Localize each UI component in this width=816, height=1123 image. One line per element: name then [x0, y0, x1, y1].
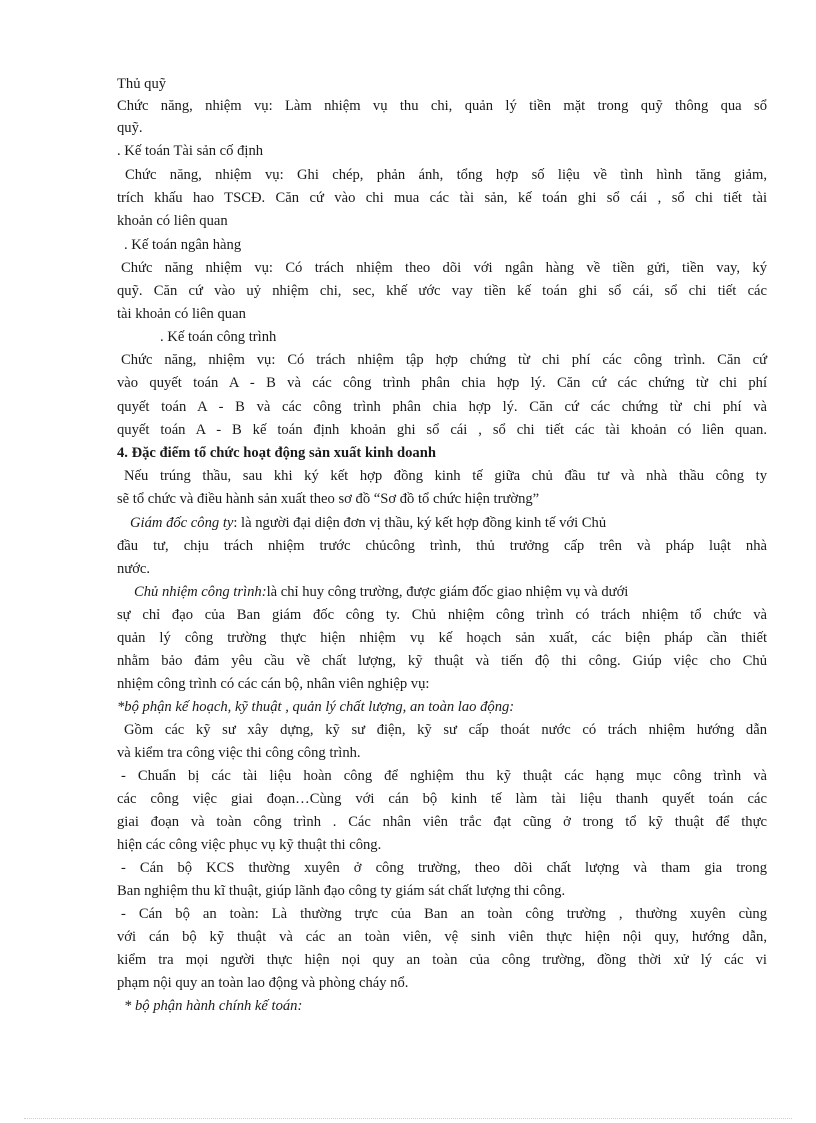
text-line: quỹ. Căn cứ vào uỷ nhiệm chi, sec, khế ước vay tiền kế toán ghi sổ cái, sổ chi tiết các	[117, 283, 767, 299]
subsection-heading: * bộ phận hành chính kế toán:	[124, 998, 303, 1014]
text-line: Thủ quỹ	[117, 76, 167, 92]
text-line: vào quyết toán A - B và các công trình phân chia hợp lý. Căn cứ các chứng từ chi phí	[117, 375, 767, 391]
text-line: kiểm tra mọi người thực hiện nọi quy an toàn của công trường, đồng thời xử lý các vi	[117, 952, 767, 968]
text-line: Chức năng, nhiệm vụ: Làm nhiệm vụ thu chi, quản lý tiền mặt trong quỹ thông qua sổ	[117, 98, 767, 114]
text-line: quản lý công trường thực hiện nhiệm vụ kế hoạch sản xuất, các biện pháp cần thiết	[117, 630, 767, 646]
text-line: . Kế toán ngân hàng	[124, 237, 242, 253]
text-line: - Cán bộ KCS thường xuyên ở công trường, theo dõi chất lượng và tham gia trong	[121, 860, 767, 876]
text-line	[130, 512, 767, 534]
text-line: với cán bộ kỹ thuật và các an toàn viên, vệ sinh viên thực hiện nội quy, hướng dẫn,	[117, 929, 767, 945]
text-line: nước.	[117, 561, 151, 577]
role-title-project-manager: Chủ nhiệm công trình:	[134, 584, 267, 600]
text-line: nhiệm công trình có các cán bộ, nhân viên nghiệp vụ:	[117, 676, 430, 692]
text-line: Nếu trúng thầu, sau khi ký kết hợp đồng kinh tế giữa chủ đầu tư và nhà thầu công ty	[124, 468, 767, 484]
text-line: Ban nghiệm thu kĩ thuật, giúp lãnh đạo công ty giám sát chất lượng thi công.	[117, 883, 566, 899]
text-line: các công việc giai đoạn…Cùng với cán bộ kinh tế làm tài liệu thanh quyết toán các	[117, 791, 767, 807]
text-line: Gồm các kỹ sư xây dựng, kỹ sư điện, kỹ sư cấp thoát nước có trách nhiệm hướng dẫn	[124, 722, 767, 738]
text-line: và kiểm tra công việc thi công công trình.	[117, 745, 361, 761]
text-line: sẽ tổ chức và điều hành sản xuất theo sơ đồ “Sơ đồ tổ chức hiện trường”	[117, 491, 540, 507]
text-line: nhằm bảo đảm yêu cầu về chất lượng, kỹ thuật và tiến độ thi công. Giúp việc cho Chủ	[117, 653, 767, 669]
text-line: . Kế toán công trình	[160, 329, 277, 345]
text-line	[134, 581, 767, 603]
text-line: - Cán bộ an toàn: Là thường trực của Ban an toàn công trường , thường xuyên cùng	[121, 906, 767, 922]
section-heading: 4. Đặc điểm tổ chức hoạt động sản xuất kinh doanh	[117, 445, 436, 461]
text-line: Chức năng nhiệm vụ: Có trách nhiệm theo dõi với ngân hàng về tiền gửi, tiền vay, ký	[121, 260, 767, 276]
text-line: giai đoạn và toàn công trình . Các nhân viên trắc đạt cũng ở trong tổ kỹ thuật để thực	[117, 814, 767, 830]
text-line: hiện các công việc phục vụ kỹ thuật thi công.	[117, 837, 382, 853]
text-line: quyết toán A - B và các công trình phân chia hợp lý. Căn cứ các chứng từ chi phí và	[117, 399, 767, 415]
text-line: quyết toán A - B kế toán định khoản ghi sổ cái , sổ chi tiết các tài khoản có liên quan.	[117, 422, 767, 438]
text-line: - Chuẩn bị các tài liệu hoàn công để nghiệm thu kỹ thuật các hạng mục công trình và	[121, 768, 767, 784]
text-line: quỹ.	[117, 120, 143, 136]
text-line: Chức năng, nhiệm vụ: Ghi chép, phản ánh, tổng hợp số liệu về tình hình tăng giảm,	[125, 167, 767, 183]
page-bottom-rule	[24, 1118, 792, 1119]
text-line: đầu tư, chịu trách nhiệm trước chủcông trình, thủ trưởng cấp trên và pháp luật nhà	[117, 538, 767, 554]
text-line: phạm nội quy an toàn lao động và phòng cháy nổ.	[117, 975, 409, 991]
text-line: sự chỉ đạo của Ban giám đốc công ty. Chủ nhiệm công trình có trách nhiệm tổ chức và	[117, 607, 767, 623]
text-line: Chức năng, nhiệm vụ: Có trách nhiệm tập hợp chứng từ chi phí các công trình. Căn cứ	[121, 352, 767, 368]
text-run: : là người đại diện đơn vị thầu, ký kết hợp đồng kinh tế với Chủ	[233, 515, 607, 531]
role-title-director: Giám đốc công ty	[130, 515, 234, 531]
subsection-heading: *bộ phận kế hoạch, kỹ thuật , quản lý chất lượng, an toàn lao động:	[117, 699, 515, 715]
text-line: trích khấu hao TSCĐ. Căn cứ vào chi mua các tài sản, kế toán ghi sổ cái , sổ chi tiết tài	[117, 190, 767, 206]
text-line: khoản có liên quan	[117, 213, 228, 229]
text-line: . Kế toán Tài sản cố định	[117, 143, 264, 159]
text-run: là chỉ huy công trường, được giám đốc giao nhiệm vụ và dưới	[266, 584, 629, 600]
text-line: tài khoản có liên quan	[117, 306, 246, 322]
